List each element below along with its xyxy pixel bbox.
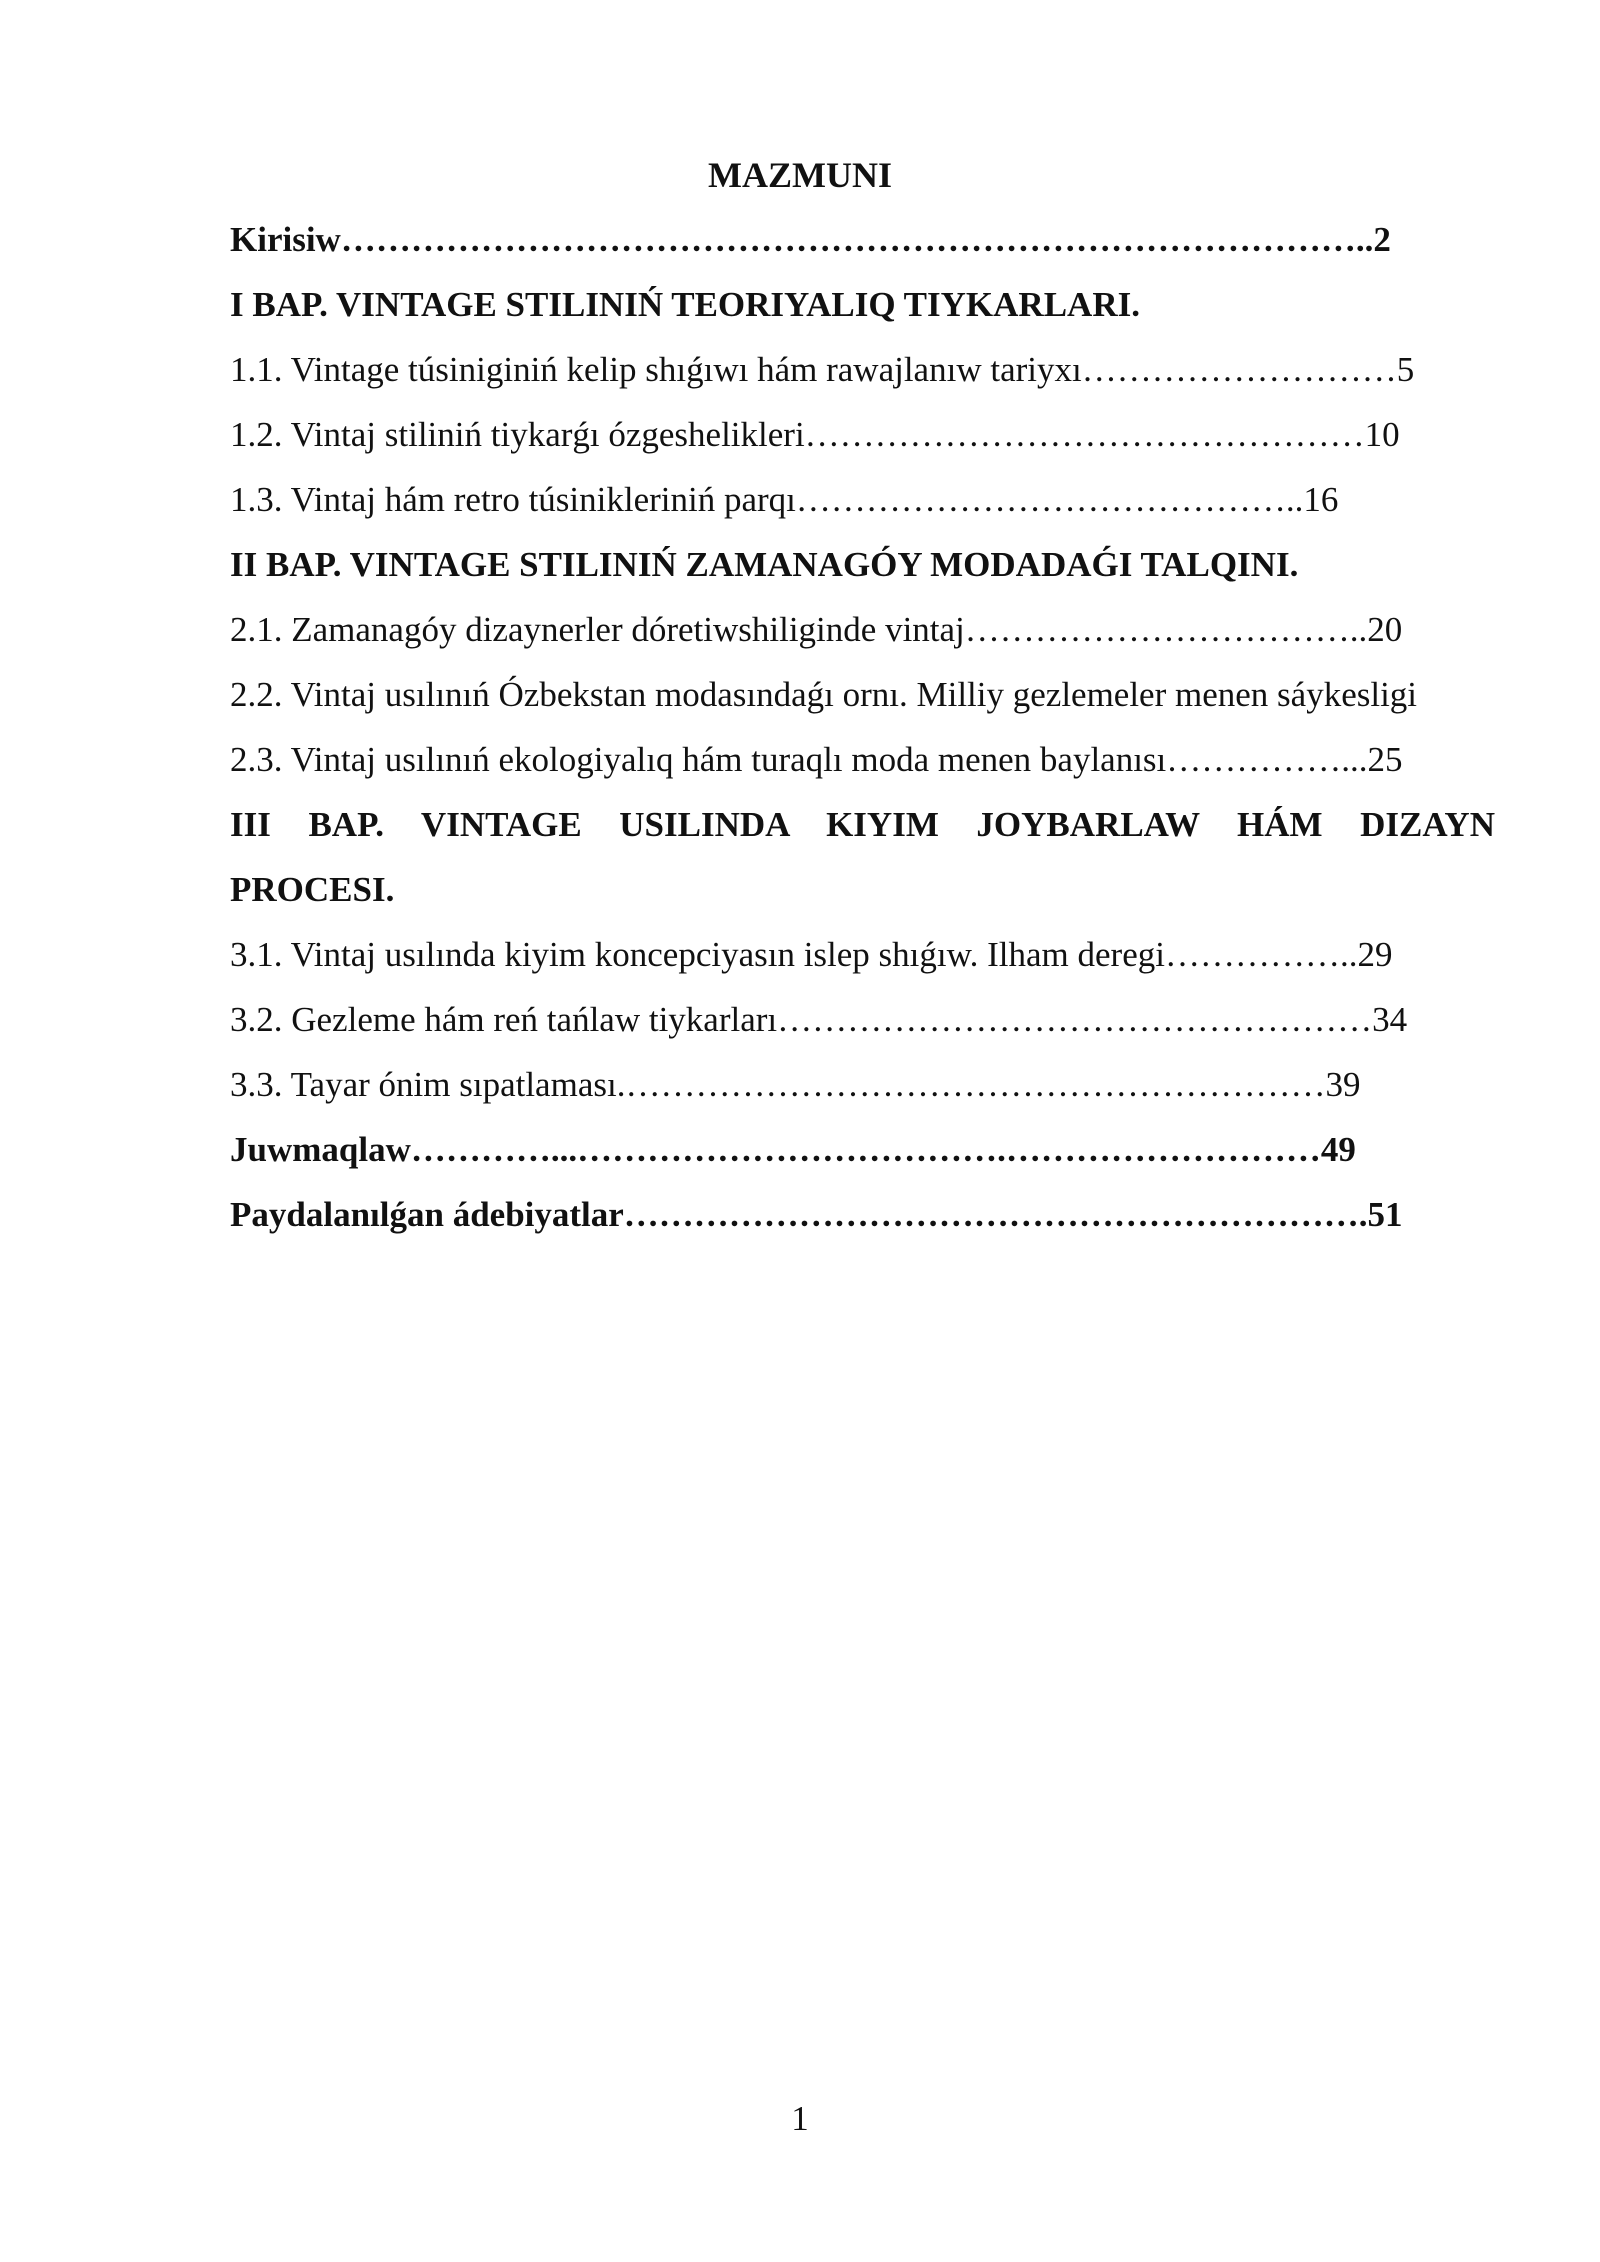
toc-item-1-3: 1.3. Vintaj hám retro túsinikleriniń parqı……………………………………..16 [230,480,1339,519]
toc-item-2-1: 2.1. Zamanagóy dizaynerler dóretiwshiliginde vintaj……………………………..20 [230,610,1403,649]
toc-item-1-1: 1.1. Vintage túsiniginiń kelip shıǵıwı hám rawajlanıw tariyxı………………………5 [230,350,1415,389]
toc-item-references: Paydalanılǵan ádebiyatlar……………………………………………………….51 [230,1195,1403,1234]
toc-item-3-1: 3.1. Vintaj usılında kiyim koncepciyasın islep shıǵıw. Ilham deregi……………..29 [230,935,1393,974]
page-number: 1 [791,2099,809,2138]
toc-item-3-3: 3.3. Tayar ónim sıpatlaması.……………………………………………………39 [230,1065,1361,1104]
toc-item-kirisiw: Kirisiw……………………………………………………………………………..2 [230,220,1391,259]
page-title: MAZMUNI [708,155,892,195]
toc-chapter-3: III BAP. VINTAGE USILINDA KIYIM JOYBARLAW HÁM DIZAYN [230,805,1495,844]
toc-item-2-3: 2.3. Vintaj usılınıń ekologiyalıq hám turaqlı moda menen baylanısı……………...25 [230,740,1403,779]
toc-item-1-2: 1.2. Vintaj stiliniń tiykarǵı ózgeshelikleri…………………………………………10 [230,415,1400,454]
toc-item-juwmaqlaw: Juwmaqlaw…………...……………………………….………………………49 [230,1130,1356,1169]
toc-item-2-2: 2.2. Vintaj usılınıń Ózbekstan modasındaǵı ornı. Milliy gezlemeler menen sáykesligi [230,675,1418,714]
toc-chapter-3-continued: PROCESI. [230,870,395,909]
toc-item-3-2: 3.2. Gezleme hám reń tańlaw tiykarları……………………………………………34 [230,1000,1408,1039]
toc-chapter-1: I BAP. VINTAGE STILINIŃ TEORIYALIQ TIYKARLARI. [230,285,1140,324]
toc-chapter-2: II BAP. VINTAGE STILINIŃ ZAMANAGÓY MODADAǴI TALQINI. [230,545,1299,584]
